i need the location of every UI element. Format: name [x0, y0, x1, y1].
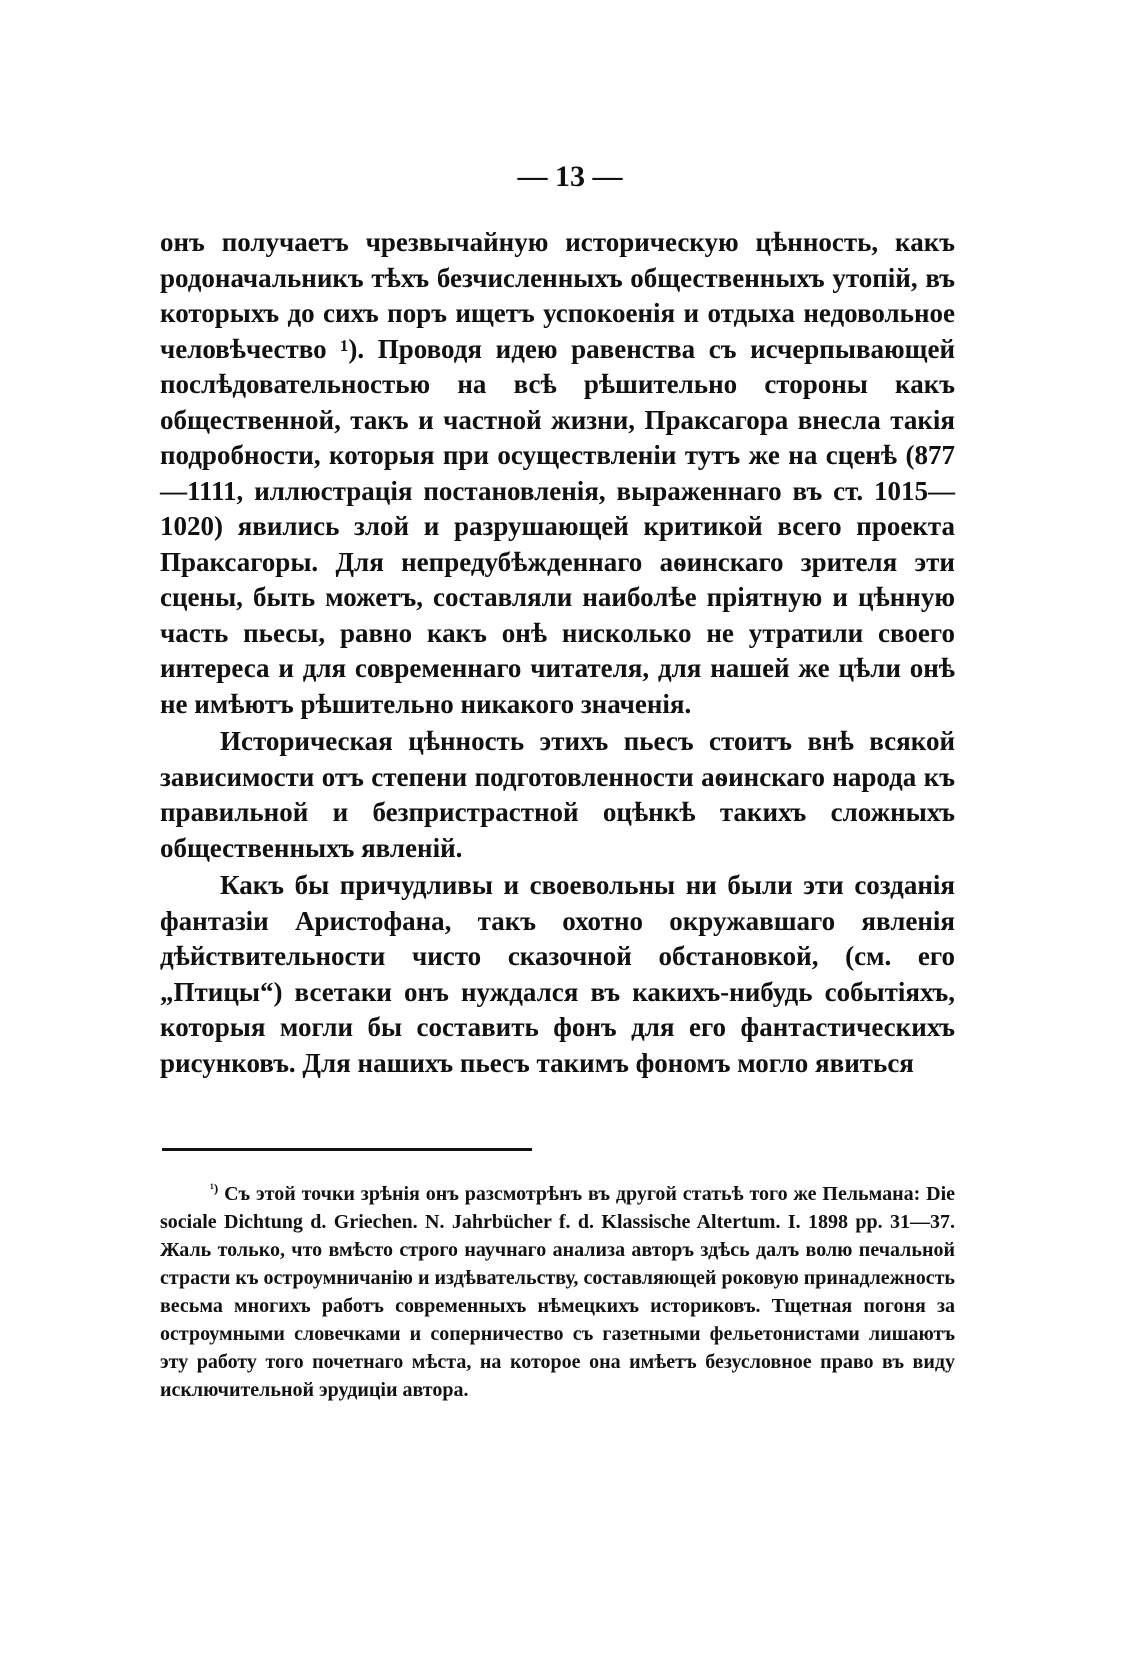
footnote-marker: ¹) — [210, 1180, 219, 1196]
page-number: — 13 — — [517, 160, 623, 193]
main-text — [160, 225, 955, 1081]
footnote — [160, 1180, 955, 1404]
paragraph: Какъ бы причудливы и своевольны ни были эти созданія фантазіи Аристофана, такъ охотно окружавшаго явленія дѣйствительности чисто сказочной обстановкой, (см. его „Птицы“) всетаки онъ нуждался въ какихъ-нибудь событіяхъ, которыя могли бы составить фонъ для его фантастическихъ рисунковъ. Для нашихъ пьесъ такимъ фономъ могло явиться — [160, 870, 955, 1078]
footnote-separator — [162, 1148, 532, 1151]
footnote-text: Съ этой точки зрѣнія онъ разсмотрѣнъ въ другой статьѣ того же Пельмана: Die sociale Dichtung d. Griechen. N. Jahrbücher f. d. Klassische Altertum. I. 1898 pp. 31—37. Жаль только, что вмѣсто строго научнаго анализа авторъ здѣсь далъ волю печальной страсти къ остроумничанію и издѣвательству, составляющей роковую принадлежность весьма многихъ работъ современныхъ нѣмецкихъ историковъ. Тщетная погоня за остроумными словечками и соперничество съ газетными фельетонистами лишаютъ эту работу того почетнаго мѣста, на которое она имѣетъ безусловное право въ виду исключительной эрудиціи автора. — [160, 1183, 956, 1401]
paragraph: Историческая цѣнность этихъ пьесъ стоитъ внѣ всякой зависимости отъ степени подготовленности аѳинскаго народа къ правильной и безпристрастной оцѣнкѣ такихъ сложныхъ общественныхъ явленій. — [160, 726, 955, 863]
paragraph: онъ получаетъ чрезвычайную историческую цѣнность, какъ родоначальникъ тѣхъ безчисленныхъ общественныхъ утопій, въ которыхъ до сихъ поръ ищетъ успокоенія и отдыха недовольное человѣчество ¹). Проводя идею равенства съ исчерпывающей послѣдовательностью на всѣ рѣшительно стороны какъ общественной, такъ и частной жизни, Праксагора внесла такія подробности, которыя при осуществленіи тутъ же на сценѣ (877—1111, иллюстрація постановленія, выраженнаго въ ст. 1015—1020) явились злой и разрушающей критикой всего проекта Праксагоры. Для непредубѣжденнаго аѳинскаго зрителя эти сцены, быть можетъ, составляли наиболѣе пріятную и цѣнную часть пьесы, равно какъ онѣ нисколько не утратили своего интереса и для современнаго читателя, для нашей же цѣли онѣ не имѣютъ рѣшительно никакого значенія. — [160, 227, 955, 719]
